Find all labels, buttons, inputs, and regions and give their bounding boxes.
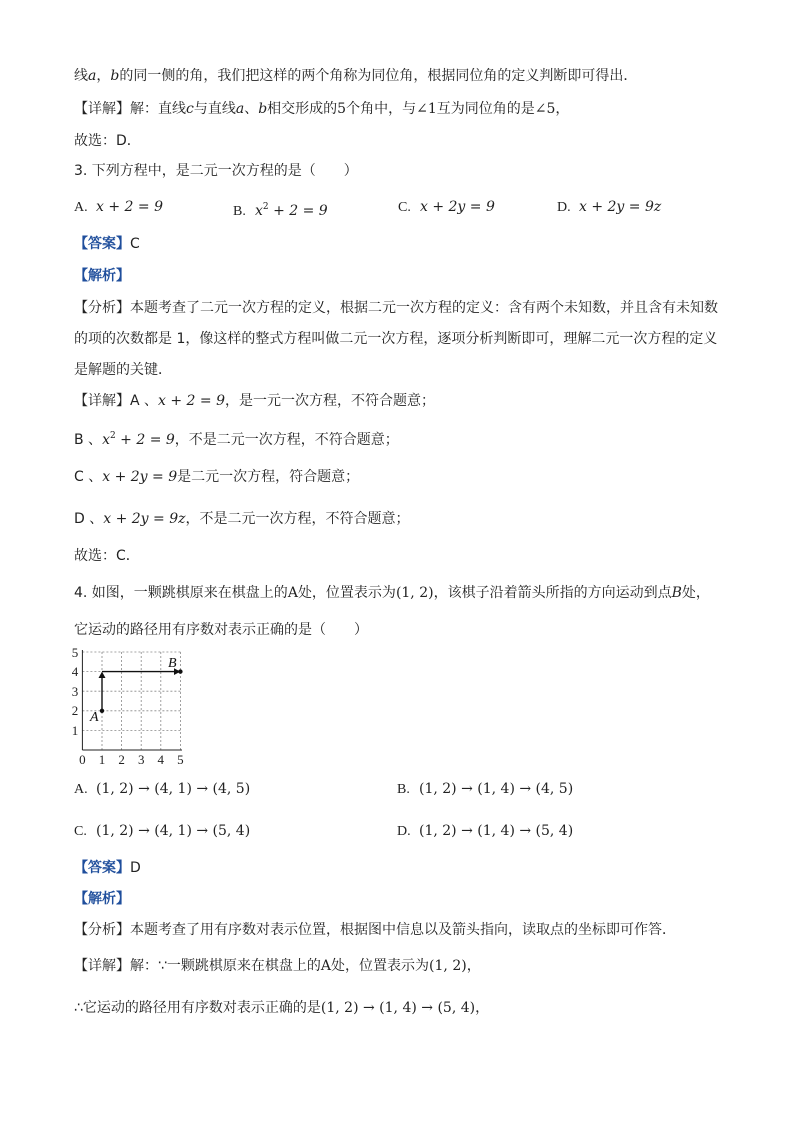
q4-detail-1 xyxy=(74,956,481,976)
text: 是二元一次方程，符合题意； xyxy=(177,469,360,485)
q3-detail-b xyxy=(74,426,399,450)
text: 本题考查了用有序数对表示位置，根据图中信息以及箭头指向，读取点的坐标即可作答． xyxy=(130,922,676,938)
option-label: D. xyxy=(557,200,571,215)
text-line: 它运动的路径用有序数对表示正确的是（ ） xyxy=(74,622,368,638)
arrow-up-icon xyxy=(99,672,106,678)
option-label: A. xyxy=(74,200,88,215)
q3-detail-a xyxy=(74,391,435,411)
text: 4. 如图，一颗跳棋原来在棋盘上的 xyxy=(74,585,288,601)
x-tick-label: 4 xyxy=(157,752,165,767)
text: C 、 xyxy=(74,469,103,485)
q4-option-a xyxy=(74,779,250,800)
text: 与直线 xyxy=(193,101,236,117)
section-tag: 【详解】 xyxy=(74,393,130,409)
option-label: D. xyxy=(397,824,411,839)
text: ∴它运动的路径用有序数对表示正确的是 xyxy=(74,1000,321,1016)
point-a xyxy=(100,709,104,713)
q4-answer xyxy=(74,858,141,878)
x-tick-label: 0 xyxy=(79,752,86,767)
x-tick-label: 2 xyxy=(118,752,125,767)
text: A 、 xyxy=(130,393,159,409)
math-var: A xyxy=(320,958,332,974)
text: 线 xyxy=(74,68,88,84)
math-angle: ∠5 xyxy=(534,101,556,117)
math-expr: + 2 = 9 xyxy=(115,432,175,448)
math-expr: x + 2 = 9 xyxy=(158,393,226,409)
option-expr: x xyxy=(255,203,263,219)
option-expr: (1, 2) → (4, 1) → (5, 4) xyxy=(96,823,251,839)
question-4-stem xyxy=(74,583,710,603)
section-tag: 【详解】 xyxy=(74,101,130,117)
math-expr: x + 2y = 9 xyxy=(102,469,178,485)
option-expr: x + 2y = 9z xyxy=(579,199,662,215)
y-tick-label: 3 xyxy=(71,684,79,699)
text: 互为同位角的是 xyxy=(436,101,535,117)
text: 解：直线 xyxy=(130,101,186,117)
q3-option-b xyxy=(233,197,328,222)
text-line: 的项的次数都是 1，像这样的整式方程叫做二元一次方程，逐项分析判断即可，理解二元一次方程的定义 xyxy=(74,331,718,347)
text: ，是一元一次方程，不符合题意； xyxy=(225,393,436,409)
math-var: B xyxy=(671,585,682,601)
option-label: C. xyxy=(398,200,411,215)
text: ，该棋子沿着箭头所指的方向运动到点 xyxy=(433,585,672,601)
answer-value: C xyxy=(130,236,140,252)
q3-option-d xyxy=(557,197,661,218)
text: 解：∵一颗跳棋原来在棋盘上的 xyxy=(130,958,321,974)
x-tick-label: 5 xyxy=(177,752,184,767)
point-b xyxy=(178,669,182,673)
point-b-label: B xyxy=(168,656,177,671)
q3-detail-c xyxy=(74,467,359,487)
text: D 、 xyxy=(74,511,104,527)
q3-option-a xyxy=(74,197,163,218)
text: ， xyxy=(475,1000,490,1016)
math-expr: x + 2y = 9z xyxy=(103,511,186,527)
math-var: a xyxy=(88,68,97,84)
y-tick-label: 5 xyxy=(71,645,79,660)
text: 个角中，与 xyxy=(346,101,417,117)
math-angle: ∠1 xyxy=(416,101,437,117)
y-tick-label: 2 xyxy=(71,703,79,718)
y-tick-labels xyxy=(72,645,79,738)
answer-tag: 【答案】 xyxy=(74,236,130,252)
text: 处，位置表示为 xyxy=(297,585,396,601)
answer-value: D xyxy=(130,860,141,876)
point-a-label: A xyxy=(90,710,99,725)
grid-lines xyxy=(82,652,180,750)
text-line: 故选：D． xyxy=(74,133,141,149)
math-var: a xyxy=(235,101,245,117)
text-line xyxy=(74,66,637,86)
exponent: 2 xyxy=(262,202,269,212)
text: 、 xyxy=(244,101,259,117)
option-expr: (1, 2) → (1, 4) → (5, 4) xyxy=(419,823,574,839)
text: ， xyxy=(555,101,570,117)
q3-answer xyxy=(74,234,140,254)
q4-jiexi-tag: 【解析】 xyxy=(74,891,130,907)
section-tag: 【分析】 xyxy=(74,300,130,316)
x-tick-labels xyxy=(79,752,183,767)
option-expr: (1, 2) → (4, 1) → (4, 5) xyxy=(96,781,251,797)
section-tag: 【详解】 xyxy=(74,958,130,974)
option-expr: x + 2y = 9 xyxy=(420,199,495,215)
option-label: B. xyxy=(233,204,246,219)
math-expr: (1, 2) xyxy=(429,958,467,974)
math-num: 5 xyxy=(337,101,347,117)
q3-option-c xyxy=(398,197,495,218)
text: ，不是二元一次方程，不符合题意； xyxy=(174,432,399,448)
q4-option-c xyxy=(74,821,250,842)
question-3-stem: 3. 下列方程中，是二元一次方程的是（ ） xyxy=(74,163,358,179)
math-expr: (1, 2) → (1, 4) → (5, 4) xyxy=(320,1000,476,1016)
x-tick-label: 3 xyxy=(137,752,145,767)
y-tick-label: 1 xyxy=(71,723,79,738)
text-line xyxy=(74,99,569,119)
text: 本题考查了二元一次方程的定义，根据二元一次方程的定义：含有两个未知数，并且含有未知数 xyxy=(130,300,718,316)
math-var: b xyxy=(258,101,268,117)
text: ，不是二元一次方程，不符合题意； xyxy=(185,511,410,527)
text: ， xyxy=(96,68,111,84)
exponent: 2 xyxy=(109,431,116,441)
q4-fenxi xyxy=(74,920,676,940)
math-var: A xyxy=(287,585,298,601)
math-var: b xyxy=(110,68,120,84)
q4-detail-2 xyxy=(74,998,489,1018)
q3-jiexi-tag: 【解析】 xyxy=(74,268,130,284)
y-tick-label: 4 xyxy=(71,664,79,679)
option-expr: (1, 2) → (1, 4) → (4, 5) xyxy=(419,781,574,797)
text: B 、 xyxy=(74,432,103,448)
q3-fenxi xyxy=(74,298,718,318)
option-expr: + 2 = 9 xyxy=(268,203,328,219)
option-label: C. xyxy=(74,824,87,839)
text: 的同一侧的角，我们把这样的两个角称为同位角，根据同位角的定义判断即可得出． xyxy=(119,68,638,84)
text-line: 故选：C． xyxy=(74,548,140,564)
math-var: c xyxy=(186,101,194,117)
section-tag: 【分析】 xyxy=(74,922,130,938)
text-line: 是解题的关键． xyxy=(74,362,172,378)
option-label: A. xyxy=(74,782,88,797)
option-label: B. xyxy=(397,782,410,797)
math-expr: (1, 2) xyxy=(395,585,434,601)
text: ， xyxy=(466,958,481,974)
x-tick-label: 1 xyxy=(98,752,106,767)
option-expr: x + 2 = 9 xyxy=(96,199,163,215)
chessboard-grid-figure xyxy=(68,645,198,767)
q3-detail-d xyxy=(74,509,410,529)
math-expr: x xyxy=(102,432,110,448)
text: 处， xyxy=(681,585,710,601)
q4-option-d xyxy=(397,821,573,842)
answer-tag: 【答案】 xyxy=(74,860,130,876)
text: 相交形成的 xyxy=(267,101,338,117)
q4-option-b xyxy=(397,779,573,800)
text: 处，位置表示为 xyxy=(331,958,430,974)
